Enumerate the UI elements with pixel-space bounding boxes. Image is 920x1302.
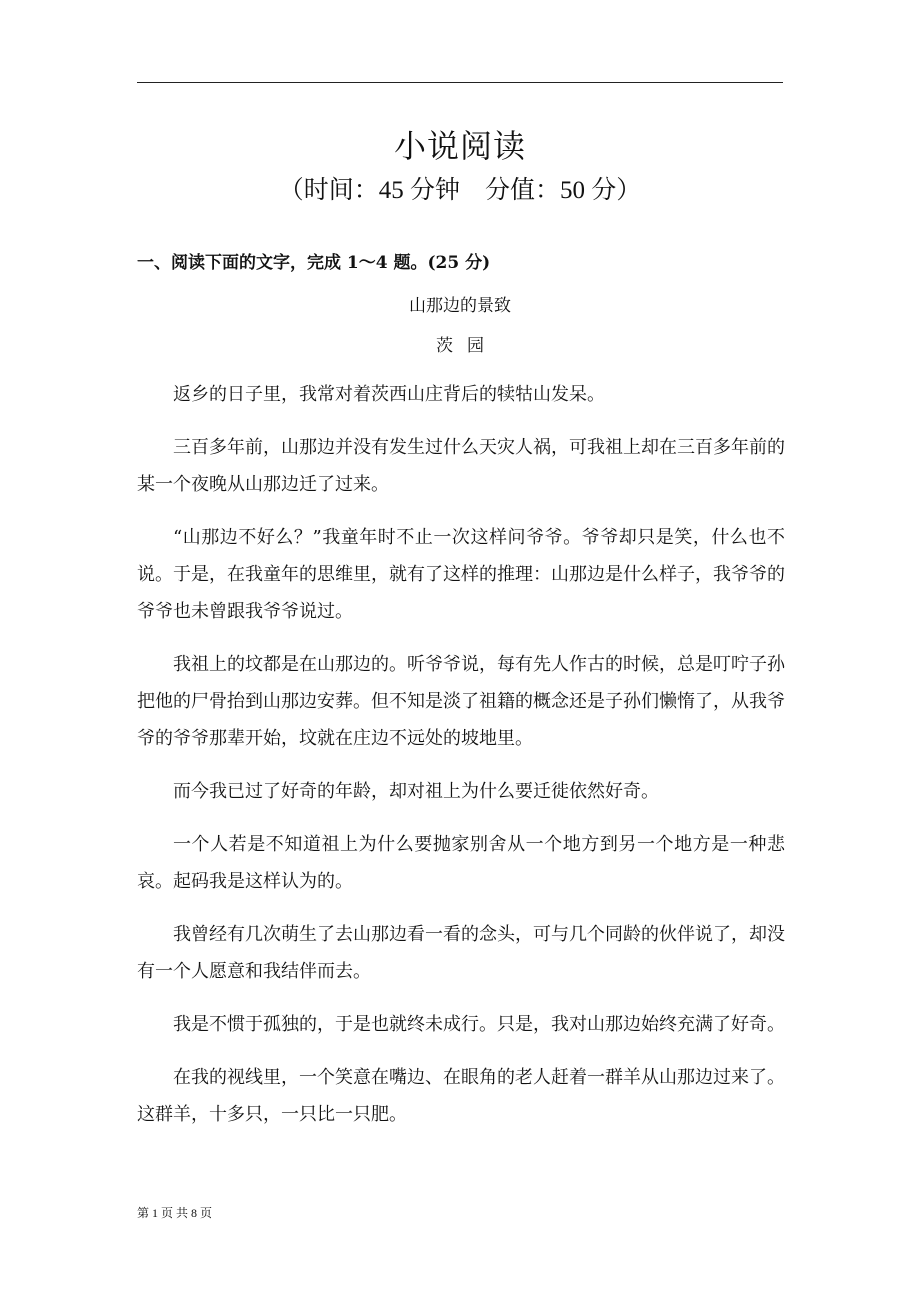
page-footer: 第 1 页 共 8 页 <box>137 1206 213 1220</box>
story-paragraph: “山那边不好么？”我童年时不止一次这样问爷爷。爷爷却只是笑，什么也不说。于是，在我童年的思维里，就有了这样的推理：山那边是什么样子，我爷爷的爷爷也未曾跟我爷爷说过。 <box>137 527 785 622</box>
story-paragraph: 而今我已过了好奇的年龄，却对祖上为什么要迁徙依然好奇。 <box>173 781 659 802</box>
page-title: 小说阅读 <box>393 127 526 165</box>
story-paragraph: 我祖上的坟都是在山那边的。听爷爷说，每有先人作古的时候，总是叮咛子孙把他的尸骨抬到山那边安葬。但不知是淡了祖籍的概念还是子孙们懒惰了，从我爷爷的爷爷那辈开始，坟就在庄边不远处的坡地里。 <box>137 654 785 749</box>
story-paragraph: 在我的视线里，一个笑意在嘴边、在眼角的老人赶着一群羊从山那边过来了。这群羊，十多只，一只比一只肥。 <box>137 1067 785 1125</box>
story-paragraph: 三百多年前，山那边并没有发生过什么天灾人祸，可我祖上却在三百多年前的某一个夜晚从山那边迁了过来。 <box>137 437 785 495</box>
story-paragraph: 我曾经有几次萌生了去山那边看一看的念头，可与几个同龄的伙伴说了，却没有一个人愿意和我结伴而去。 <box>137 924 785 982</box>
section-heading: 一、阅读下面的文字，完成 1～4 题。(25 分) <box>137 253 491 273</box>
story-body <box>137 376 785 1149</box>
header-rule <box>137 82 783 83</box>
story-paragraph: 一个人若是不知道祖上为什么要抛家别舍从一个地方到另一个地方是一种悲哀。起码我是这样认为的。 <box>137 834 785 892</box>
page-subtitle: （时间：45 分钟 分值：50 分） <box>278 177 642 204</box>
story-paragraph: 我是不惯于孤独的，于是也就终未成行。只是，我对山那边始终充满了好奇。 <box>173 1014 785 1035</box>
story-paragraph: 返乡的日子里，我常对着茨西山庄背后的犊牯山发呆。 <box>173 384 605 405</box>
story-author: 茨园 <box>436 336 498 356</box>
story-title: 山那边的景致 <box>409 296 511 316</box>
